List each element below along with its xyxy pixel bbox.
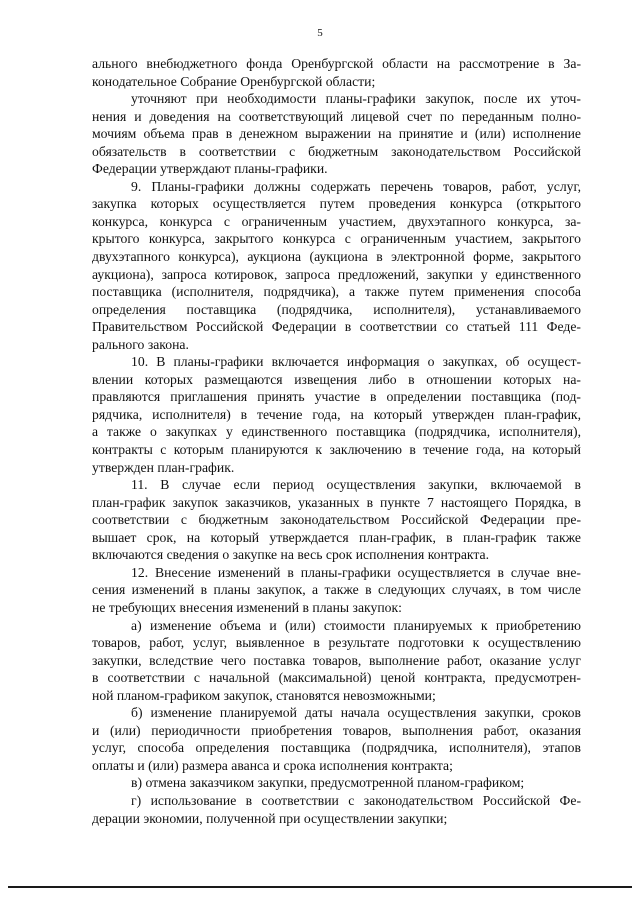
text-line: закупки, вследствие чего поставка товаров, выполнение работ, оказание услуг <box>92 652 581 668</box>
text-line: а) изменение объема и (или) стоимости планируемых к приобретению <box>131 617 581 633</box>
paragraph-clarify-plans <box>92 90 581 178</box>
paragraph-item-10 <box>92 353 581 476</box>
text-line: не требующих внесения изменений в планы закупок: <box>92 599 402 615</box>
text-line: товаров, работ, услуг, выявленное в результате подготовки к осуществлению <box>92 635 581 651</box>
text-line: г) использование в соответствии с законодательством Российской Фе- <box>131 792 581 808</box>
text-line: закупка которых осуществляется путем проведения конкурса (открытого <box>92 196 581 212</box>
paragraph-item-12 <box>92 564 581 617</box>
paragraph-item-12-a <box>92 617 581 705</box>
text-line: сения изменений в планы закупок, а также в следующих случаях, в том числе <box>92 582 581 598</box>
paragraph-item-12-b <box>92 704 581 774</box>
text-line: конкурса, конкурса с ограниченным участием, двухэтапного конкурса, за- <box>92 213 581 229</box>
text-line: Федерации утверждают планы-графики. <box>92 161 328 177</box>
text-line: 11. В случае если период осуществления закупки, включаемой в <box>131 477 581 493</box>
text-line: 10. В планы-графики включается информация о закупках, об осущест- <box>131 354 581 370</box>
text-line: поставщика (исполнителя, подрядчика), а также путем применения способа <box>92 284 581 300</box>
paragraph-item-9 <box>92 178 581 353</box>
text-line: правляются приглашения принять участие в определении поставщика (под- <box>92 389 581 405</box>
text-line: определения поставщика (подрядчика, исполнителя), устанавливаемого <box>92 301 581 317</box>
text-line: 9. Планы-графики должны содержать перечень товаров, работ, услуг, <box>131 178 581 194</box>
text-line: аукциона), запроса котировок, запроса предложений, закупки у единственного <box>92 266 581 282</box>
text-line: ального внебюджетного фонда Оренбургской области на рассмотрение в За- <box>92 56 581 71</box>
text-line: дерации экономии, полученной при осуществлении закупки; <box>92 810 448 826</box>
text-line: Правительством Российской Федерации в соответствии со статьей 111 Феде- <box>92 319 581 335</box>
text-line: утвержден план-график. <box>92 459 235 475</box>
text-line: нения и доведения на соответствующий лицевой счет по переданным полно- <box>92 108 581 124</box>
page-number: 5 <box>317 27 323 39</box>
text-line: контракты с которым планируются к заключению в течение года, на который <box>92 442 581 458</box>
text-line: крытого конкурса, закрытого конкурса с ограниченным участием, закрытого <box>92 231 581 247</box>
page-bottom-rule <box>8 886 632 888</box>
text-line: и (или) периодичности приобретения товаров, выполнения работ, оказания <box>92 722 581 738</box>
text-line: мочиям объема прав в денежном выражении на принятие и (или) исполнение <box>92 126 581 142</box>
text-line: влении которых размещаются извещения либо в отношении которых на- <box>92 371 581 387</box>
text-line: в соответствии с начальной (максимальной) ценой контракта, предусмотрен- <box>92 670 581 686</box>
paragraph-item-11 <box>92 476 581 564</box>
text-line: рального закона. <box>92 336 189 352</box>
document-body <box>92 55 581 827</box>
text-line: ной планом-графиком закупок, становятся невозможными; <box>92 687 436 703</box>
text-line: двухэтапного конкурса), аукциона (аукциона в электронной форме, закрытого <box>92 249 581 265</box>
text-line: услуг, способа определения поставщика (подрядчика, исполнителя), этапов <box>92 740 581 756</box>
paragraph-continued <box>92 55 581 90</box>
text-line: план-график закупок заказчиков, указанных в пункте 7 настоящего Порядка, в <box>92 494 581 510</box>
text-line: уточняют при необходимости планы-графики закупок, после их уточ- <box>131 91 581 107</box>
text-line: включаются сведения о закупке на весь срок исполнения контракта. <box>92 547 490 563</box>
text-line: рядчика, исполнителя) в течение года, на который утвержден план-график, <box>92 406 581 422</box>
text-line: обязательств в соответствии с бюджетным законодательством Российской <box>92 143 581 159</box>
text-line: а также о закупках у единственного поставщика (подрядчика, исполнителя), <box>92 424 581 440</box>
paragraph-item-12-g <box>92 792 581 827</box>
text-line: конодательное Собрание Оренбургской области; <box>92 73 376 89</box>
paragraph-item-12-v <box>92 774 581 792</box>
text-line: вышает срок, на который утверждается план-график, в план-график также <box>92 529 581 545</box>
text-line: 12. Внесение изменений в планы-графики осуществляется в случае вне- <box>131 564 581 580</box>
text-line: б) изменение планируемой даты начала осуществления закупки, сроков <box>131 705 581 721</box>
text-line: в) отмена заказчиком закупки, предусмотренной планом-графиком; <box>131 775 525 791</box>
text-line: соответствии с бюджетным законодательством Российской Федерации пре- <box>92 512 581 528</box>
text-line: оплаты и (или) размера аванса и срока исполнения контракта; <box>92 757 453 773</box>
